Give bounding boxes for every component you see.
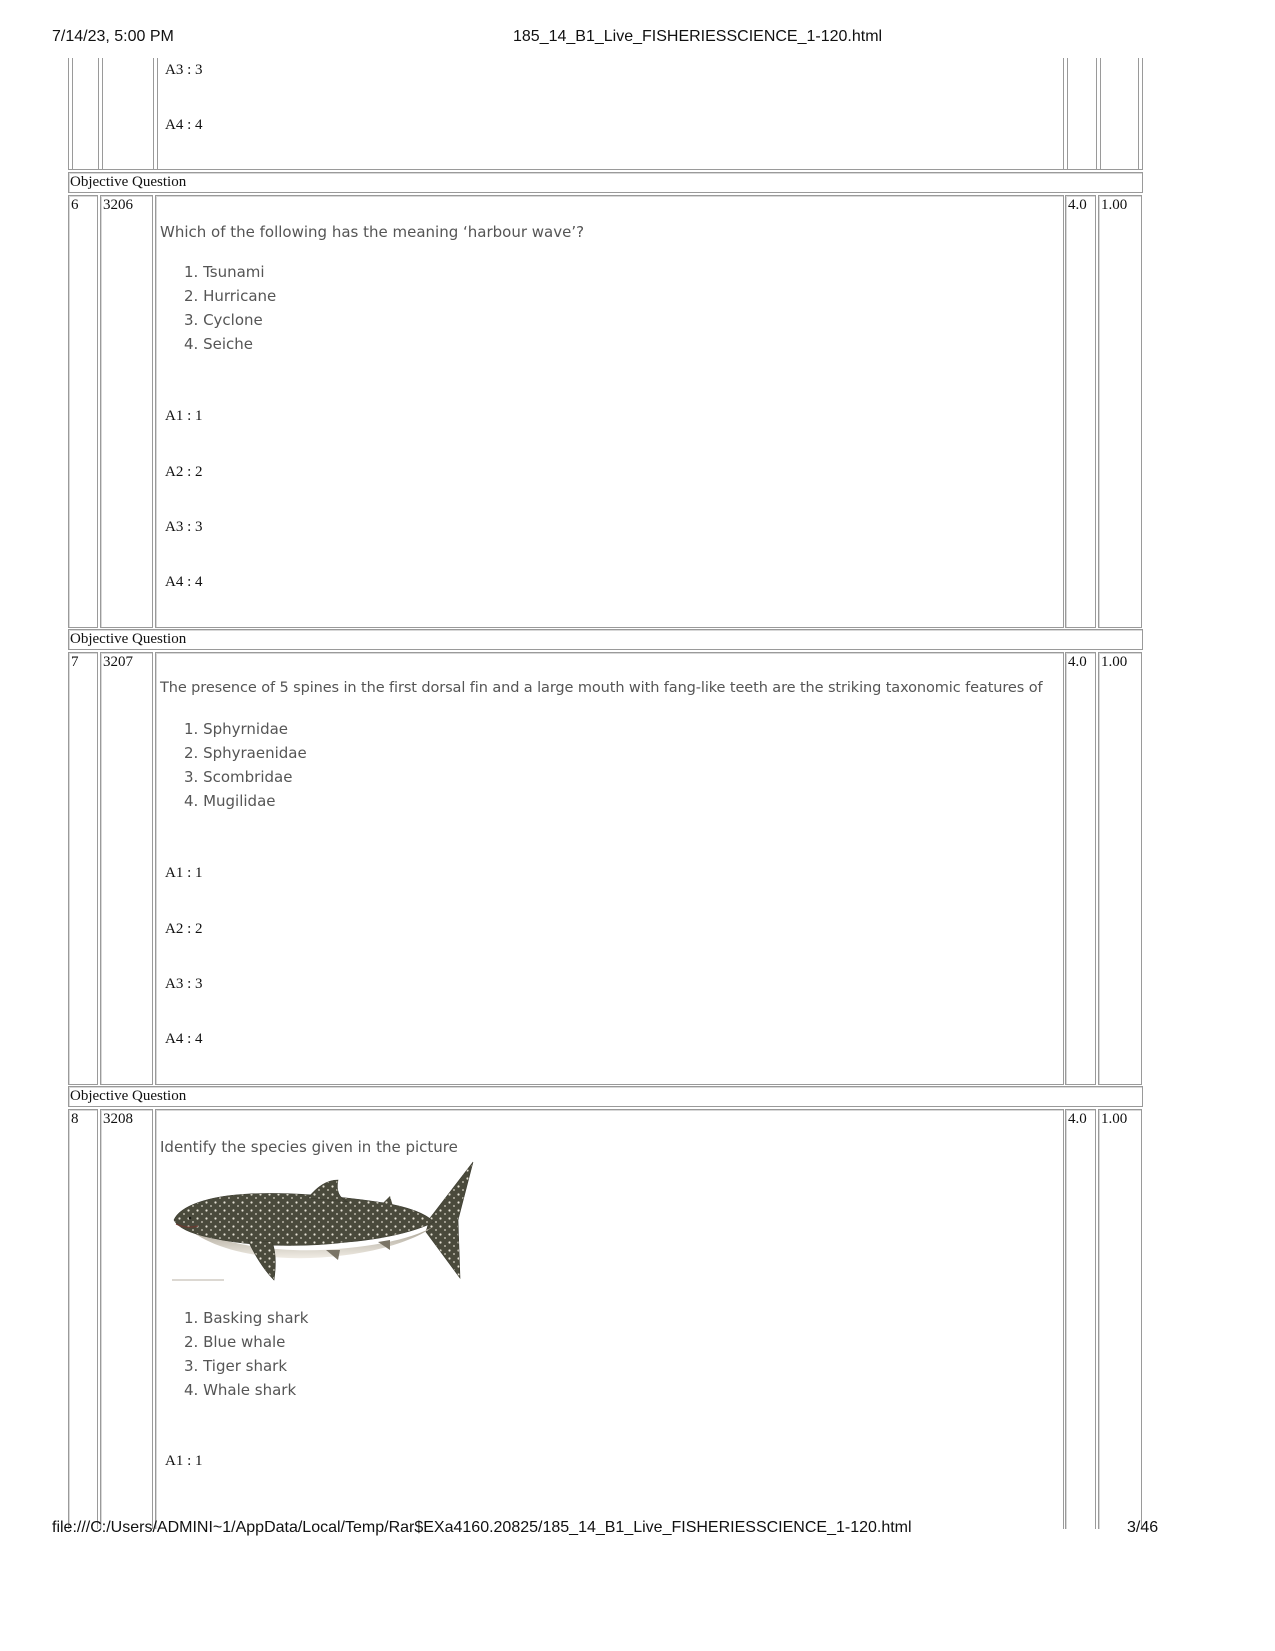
serial-number: 6 (71, 197, 79, 213)
question-id: 3207 (103, 654, 133, 670)
option-item: 3. Scombridae (184, 768, 293, 786)
prev-col-line (157, 58, 158, 170)
serial-number: 8 (71, 1111, 79, 1127)
sno-cell (68, 652, 98, 1085)
answer-label: A1 : 1 (165, 408, 203, 424)
negative-marks: 1.00 (1101, 654, 1128, 670)
prev-answer: A4 : 4 (165, 117, 203, 133)
answer-label: A2 : 2 (165, 464, 203, 480)
prev-col-line (1096, 58, 1097, 170)
option-item: 4. Seiche (184, 335, 253, 353)
prev-col-line (68, 58, 69, 170)
content-cell (155, 195, 1064, 628)
answer-label: A3 : 3 (165, 519, 203, 535)
prev-col-line (72, 58, 73, 170)
question-text: Which of the following has the meaning ‘harbour wave’? (160, 223, 585, 241)
marks: 4.0 (1068, 197, 1087, 213)
section-label-row (68, 1086, 1143, 1107)
section-label-row (68, 629, 1143, 650)
prev-col-line (1138, 58, 1139, 170)
option-item: 2. Hurricane (184, 287, 277, 305)
option-item: 2. Sphyraenidae (184, 744, 307, 762)
option-item: 4. Whale shark (184, 1381, 297, 1399)
mark-cell (1065, 195, 1096, 628)
question-id: 3206 (103, 197, 133, 213)
question-text: Identify the species given in the picture (160, 1138, 458, 1156)
question-text: The presence of 5 spines in the first dorsal fin and a large mouth with fang-like teeth are the striking taxonomic features of (160, 680, 1043, 696)
print-page-number: 3/46 (1127, 1519, 1159, 1536)
neg-cell (1098, 1109, 1142, 1529)
prev-answer: A3 : 3 (165, 62, 203, 78)
answer-label: A4 : 4 (165, 574, 203, 590)
print-doc-title: 185_14_B1_Live_FISHERIESSCIENCE_1-120.html (513, 28, 883, 45)
negative-marks: 1.00 (1101, 197, 1128, 213)
serial-number: 7 (71, 654, 79, 670)
neg-cell (1098, 195, 1142, 628)
whale-shark-illustration (168, 1160, 478, 1285)
qid-cell (100, 195, 153, 628)
print-file-path: file:///C:/Users/ADMINI~1/AppData/Local/Temp/Rar$EXa4160.20825/185_14_B1_Live_FISHERIESSCIENCE_1-120.html (52, 1519, 912, 1536)
marks: 4.0 (1068, 1111, 1087, 1127)
marks: 4.0 (1068, 654, 1087, 670)
option-item: 1. Sphyrnidae (184, 720, 289, 738)
sno-cell (68, 1109, 98, 1529)
answer-label: A3 : 3 (165, 976, 203, 992)
prev-col-line (153, 58, 154, 170)
option-item: 3. Tiger shark (184, 1357, 288, 1375)
mark-cell (1065, 652, 1096, 1085)
option-item: 1. Basking shark (184, 1309, 309, 1327)
sno-cell (68, 195, 98, 628)
option-item: 4. Mugilidae (184, 792, 276, 810)
qid-cell (100, 652, 153, 1085)
section-label-row (68, 172, 1143, 193)
answer-label: A1 : 1 (165, 1453, 203, 1469)
question-id: 3208 (103, 1111, 133, 1127)
print-datetime: 7/14/23, 5:00 PM (52, 28, 174, 45)
prev-col-line (1100, 58, 1101, 170)
option-item: 3. Cyclone (184, 311, 263, 329)
answer-label: A2 : 2 (165, 921, 203, 937)
prev-col-line (1067, 58, 1068, 170)
mark-cell (1065, 1109, 1096, 1529)
prev-col-line (98, 58, 99, 170)
option-item: 2. Blue whale (184, 1333, 286, 1351)
neg-cell (1098, 652, 1142, 1085)
negative-marks: 1.00 (1101, 1111, 1128, 1127)
answer-label: A4 : 4 (165, 1031, 203, 1047)
qid-cell (100, 1109, 153, 1529)
section-label: Objective Question (70, 631, 187, 647)
answer-label: A1 : 1 (165, 865, 203, 881)
content-cell (155, 652, 1064, 1085)
prev-col-line (1063, 58, 1064, 170)
prev-col-line (102, 58, 103, 170)
prev-col-line (1142, 58, 1143, 170)
section-label: Objective Question (70, 174, 187, 190)
section-label: Objective Question (70, 1088, 187, 1104)
option-item: 1. Tsunami (184, 263, 265, 281)
